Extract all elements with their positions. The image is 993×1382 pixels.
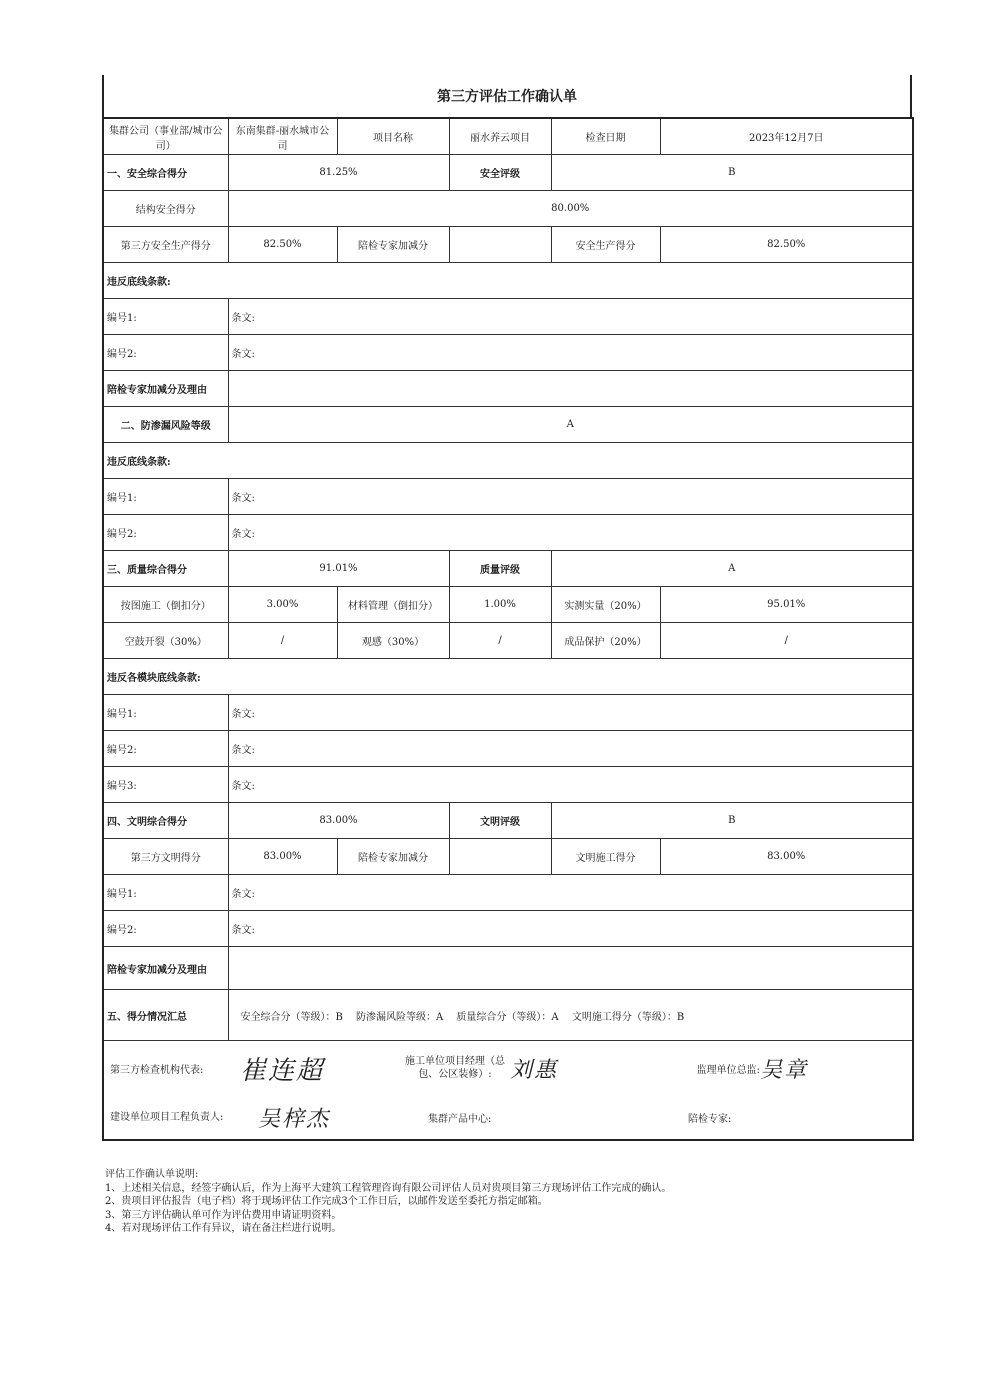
leak-rating: A (228, 407, 913, 443)
table-row (103, 299, 913, 335)
safety-score: 81.25% (228, 155, 449, 191)
note-line: 1、上述相关信息，经签字确认后，作为上海平大建筑工程管理咨询有限公司评估人员对贵项目第三方现场评估工作完成的确认。 (105, 1182, 672, 1194)
third-civil-score: 83.00% (228, 839, 337, 875)
leak-violation-header (103, 443, 913, 479)
item-clause: 条文: (228, 731, 913, 767)
third-safety-label: 第三方安全生产得分 (103, 227, 228, 263)
date-value: 2023年12月7日 (660, 118, 913, 155)
safety-rating: B (551, 155, 913, 191)
quality-row (103, 551, 913, 587)
table-row (103, 875, 913, 911)
item-no: 编号1: (103, 479, 228, 515)
item-clause: 条文: (228, 911, 913, 947)
safety-detail-row (103, 227, 913, 263)
summary-text: 安全综合分（等级）：B 防渗漏风险等级：A 质量综合分（等级）：A 文明施工得分（等级）：B (228, 990, 913, 1041)
quality-item-value: / (449, 623, 551, 659)
item-no: 编号1: (103, 299, 228, 335)
table-row (103, 911, 913, 947)
safety-expert-reason-row (103, 371, 913, 407)
production-score: 82.50% (660, 227, 913, 263)
table-row (103, 767, 913, 803)
signature-cell-2 (103, 1095, 913, 1140)
civil-rating-label: 文明评级 (449, 803, 551, 839)
signature-row-1 (103, 1041, 913, 1096)
form-table (102, 117, 914, 1141)
production-label: 安全生产得分 (551, 227, 660, 263)
civil-expert-reason-value (228, 947, 913, 990)
item-clause: 条文: (228, 479, 913, 515)
civil-score: 83.00% (228, 803, 449, 839)
third-civil-label: 第三方文明得分 (103, 839, 228, 875)
table-row (103, 731, 913, 767)
quality-rating-label: 质量评级 (449, 551, 551, 587)
accompany-label: 陪检专家: (688, 1113, 732, 1125)
item-no: 编号2: (103, 515, 228, 551)
table-row (103, 479, 913, 515)
construction-label: 文明施工得分 (551, 839, 660, 875)
note-line: 4、若对现场评估工作有异议，请在备注栏进行说明。 (105, 1223, 342, 1234)
civil-expert-reason-label: 陪检专家加减分及理由 (103, 947, 228, 990)
table-row (103, 335, 913, 371)
item-clause: 条文: (228, 875, 913, 911)
civil-rating: B (551, 803, 913, 839)
item-no: 编号2: (103, 335, 228, 371)
quality-violation-label: 违反各模块底线条款: (103, 659, 913, 695)
civil-detail-row (103, 839, 913, 875)
item-clause: 条文: (228, 515, 913, 551)
safety-expert-value (449, 227, 551, 263)
item-no: 编号1: (103, 695, 228, 731)
summary-label: 五、得分情况汇总 (103, 990, 228, 1041)
civil-label: 四、文明综合得分 (103, 803, 228, 839)
table-row (103, 515, 913, 551)
structure-row (103, 191, 913, 227)
quality-detail-row-1 (103, 587, 913, 623)
construction-score: 83.00% (660, 839, 913, 875)
leak-violation-label: 违反底线条款: (103, 443, 913, 479)
third-party-label: 第三方检查机构代表: (110, 1064, 204, 1076)
safety-violation-label: 违反底线条款: (103, 263, 913, 299)
quality-item-label: 材料管理（倒扣分） (337, 587, 449, 623)
form-notes (105, 1168, 915, 1236)
supervisor-signature: 吴章 (760, 1057, 809, 1083)
note-line: 评估工作确认单说明: (105, 1169, 199, 1180)
note-line: 2、贵项目评估报告（电子档）将于现场评估工作完成3个工作日后，以邮件发送至委托方指定邮箱。 (105, 1196, 548, 1207)
quality-violation-header (103, 659, 913, 695)
project-label: 项目名称 (337, 118, 449, 155)
civil-expert-label: 陪检专家加减分 (337, 839, 449, 875)
product-label: 集群产品中心: (428, 1113, 492, 1125)
signature-cell-1 (103, 1041, 913, 1096)
civil-expert-value (449, 839, 551, 875)
item-clause: 条文: (228, 299, 913, 335)
header-row (103, 118, 913, 155)
item-no: 编号2: (103, 731, 228, 767)
signature-row-2 (103, 1095, 913, 1140)
safety-row (103, 155, 913, 191)
group-label: 集群公司（事业部/城市公司） (103, 118, 228, 155)
quality-item-value: / (660, 623, 913, 659)
date-label: 检查日期 (551, 118, 660, 155)
project-value: 丽水养云项目 (449, 118, 551, 155)
leak-label: 二、防渗漏风险等级 (103, 407, 228, 443)
item-clause: 条文: (228, 335, 913, 371)
civil-expert-reason-row (103, 947, 913, 990)
third-safety-score: 82.50% (228, 227, 337, 263)
civil-row (103, 803, 913, 839)
contractor-signature: 刘惠 (510, 1057, 559, 1083)
confirmation-form (102, 75, 912, 1141)
safety-expert-reason-value (228, 371, 913, 407)
contractor-label: 施工单位项目经理（总包、公区装修）: (405, 1056, 505, 1080)
summary-row (103, 990, 913, 1041)
note-line: 3、第三方评估确认单可作为评估费用申请证明资料。 (105, 1209, 342, 1221)
item-clause: 条文: (228, 695, 913, 731)
quality-score: 91.01% (228, 551, 449, 587)
quality-item-label: 观感（30%） (337, 623, 449, 659)
supervisor-label: 监理单位总监: (696, 1064, 760, 1076)
quality-item-value: 3.00% (228, 587, 337, 623)
safety-rating-label: 安全评级 (449, 155, 551, 191)
owner-signature: 吴梓杰 (258, 1106, 331, 1132)
group-value: 东南集群-丽水城市公司 (228, 118, 337, 155)
quality-item-label: 空鼓开裂（30%） (103, 623, 228, 659)
item-no: 编号1: (103, 875, 228, 911)
item-no: 编号3: (103, 767, 228, 803)
quality-detail-row-2 (103, 623, 913, 659)
structure-label: 结构安全得分 (103, 191, 228, 227)
table-row (103, 695, 913, 731)
safety-violation-header (103, 263, 913, 299)
leak-row (103, 407, 913, 443)
quality-item-value: 1.00% (449, 587, 551, 623)
quality-item-value: / (228, 623, 337, 659)
safety-label: 一、安全综合得分 (103, 155, 228, 191)
quality-rating: A (551, 551, 913, 587)
quality-item-label: 成品保护（20%） (551, 623, 660, 659)
third-party-signature: 崔连超 (240, 1055, 325, 1086)
item-clause: 条文: (228, 767, 913, 803)
form-title: 第三方评估工作确认单 (102, 75, 912, 117)
structure-score: 80.00% (228, 191, 913, 227)
safety-expert-label: 陪检专家加减分 (337, 227, 449, 263)
quality-item-value: 95.01% (660, 587, 913, 623)
safety-expert-reason-label: 陪检专家加减分及理由 (103, 371, 228, 407)
quality-label: 三、质量综合得分 (103, 551, 228, 587)
item-no: 编号2: (103, 911, 228, 947)
owner-label: 建设单位项目工程负责人: (110, 1111, 224, 1123)
quality-item-label: 按图施工（倒扣分） (103, 587, 228, 623)
quality-item-label: 实测实量（20%） (551, 587, 660, 623)
